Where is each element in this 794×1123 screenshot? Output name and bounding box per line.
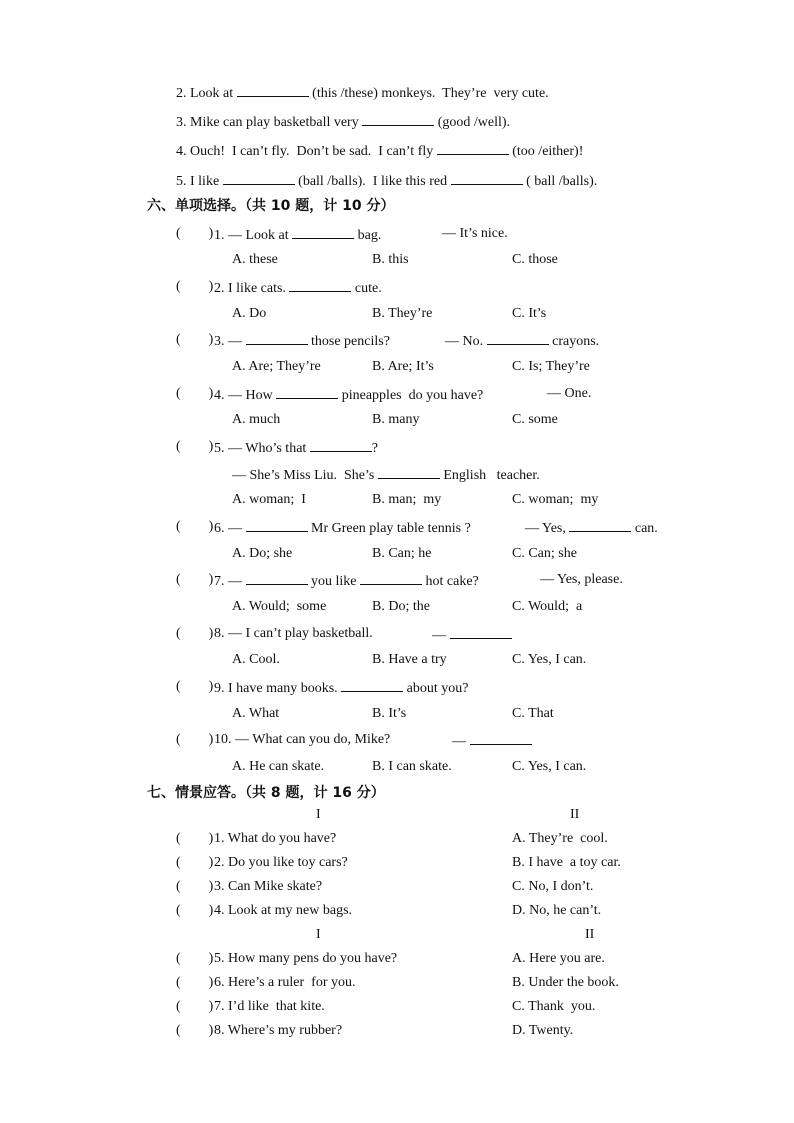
answer-blank[interactable]: [362, 112, 434, 126]
answer-blank: [470, 731, 532, 745]
answer-blank: [487, 331, 549, 345]
option-c: C. some: [512, 412, 558, 427]
fill-question-2: [176, 83, 549, 103]
option-c: C. Can; she: [512, 546, 577, 561]
answer-bracket[interactable]: ( ): [176, 626, 214, 641]
answer-blank[interactable]: [237, 83, 309, 97]
answer-bracket[interactable]: ( ): [176, 439, 214, 454]
option-c: C. Would; a: [512, 599, 583, 614]
match-answer-b: B. Under the book.: [512, 975, 619, 990]
answer-bracket[interactable]: ( ): [176, 226, 214, 241]
match-answer-c: C. No, I don’t.: [512, 879, 594, 894]
answer-bracket[interactable]: ( ): [176, 679, 214, 694]
question-text: 6. —: [214, 521, 246, 536]
match-answer-d: D. No, he can’t.: [512, 903, 602, 918]
answer-blank: [246, 331, 308, 345]
answer-bracket[interactable]: ( ): [176, 732, 214, 747]
mc-question-4: [214, 385, 483, 405]
question-text: hot cake?: [422, 574, 479, 589]
match-question-4: 4. Look at my new bags.: [214, 903, 353, 918]
question-text: (ball /balls). I like this red: [294, 174, 451, 189]
question-text: 7. —: [214, 574, 246, 589]
response-text: [525, 518, 658, 538]
option-b: B. this: [372, 252, 409, 267]
option-b: B. Have a try: [372, 652, 447, 667]
match-question-5: 5. How many pens do you have?: [214, 951, 398, 966]
question-text: crayons.: [548, 334, 600, 349]
match-question-2: 2. Do you like toy cars?: [214, 855, 348, 870]
answer-bracket[interactable]: ( ): [176, 903, 214, 918]
question-text: those pencils?: [307, 334, 390, 349]
answer-blank: [289, 278, 351, 292]
answer-bracket[interactable]: ( ): [176, 975, 214, 990]
question-text: (too /either)!: [508, 144, 584, 159]
mc-question-7: [214, 571, 479, 591]
question-text: 3. —: [214, 334, 246, 349]
column-header-ii: II: [585, 927, 595, 942]
question-text: English teacher.: [439, 468, 540, 483]
answer-bracket[interactable]: ( ): [176, 386, 214, 401]
question-text: —: [452, 734, 470, 749]
question-text: 2. I like cats.: [214, 281, 290, 296]
question-text: — She’s Miss Liu. She’s: [232, 468, 378, 483]
match-answer-c: C. Thank you.: [512, 999, 596, 1014]
option-a: A. woman; I: [232, 492, 306, 507]
question-text: 4. Ouch! I can’t fly. Don’t be sad. I can’t fly: [176, 144, 437, 159]
question-text: 2. Look at: [176, 86, 237, 101]
answer-bracket[interactable]: ( ): [176, 999, 214, 1014]
answer-bracket[interactable]: ( ): [176, 831, 214, 846]
mc-question-1: [214, 225, 381, 245]
answer-bracket[interactable]: ( ): [176, 332, 214, 347]
response-text: — Yes, please.: [540, 572, 623, 587]
option-a: A. He can skate.: [232, 759, 325, 774]
match-question-6: 6. Here’s a ruler for you.: [214, 975, 356, 990]
match-answer-d: D. Twenty.: [512, 1023, 574, 1038]
mc-question-5-line2: [232, 465, 540, 485]
option-a: A. Do: [232, 306, 267, 321]
answer-blank: [246, 571, 308, 585]
question-text: pineapples do you have?: [338, 388, 484, 403]
fill-question-3: [176, 112, 510, 132]
option-b: B. They’re: [372, 306, 433, 321]
answer-blank: [450, 625, 512, 639]
option-c: C. Is; They’re: [512, 359, 590, 374]
option-c: C. It’s: [512, 306, 547, 321]
option-c: C. woman; my: [512, 492, 599, 507]
option-a: A. Do; she: [232, 546, 293, 561]
question-text: bag.: [354, 228, 382, 243]
mc-question-8: 8. — I can’t play basketball.: [214, 626, 373, 641]
section-heading-7: 七、情景应答。（共 8 题，计 16 分）: [147, 785, 385, 801]
option-c: C. Yes, I can.: [512, 652, 587, 667]
option-a: A. these: [232, 252, 278, 267]
answer-bracket[interactable]: ( ): [176, 279, 214, 294]
match-question-3: 3. Can Mike skate?: [214, 879, 323, 894]
question-text: 4. — How: [214, 388, 277, 403]
match-answer-b: B. I have a toy car.: [512, 855, 621, 870]
question-text: about you?: [403, 681, 469, 696]
question-text: 9. I have many books.: [214, 681, 342, 696]
answer-bracket[interactable]: ( ): [176, 572, 214, 587]
question-text: cute.: [351, 281, 382, 296]
option-a: A. Cool.: [232, 652, 280, 667]
answer-bracket[interactable]: ( ): [176, 1023, 214, 1038]
section-heading-6: 六、单项选择。（共 10 题，计 10 分）: [147, 198, 395, 214]
fill-question-4: [176, 141, 583, 161]
match-question-7: 7. I’d like that kite.: [214, 999, 325, 1014]
question-text: (good /well).: [434, 115, 511, 130]
question-text: 5. I like: [176, 174, 223, 189]
column-header-i: I: [316, 807, 321, 822]
match-question-1: 1. What do you have?: [214, 831, 337, 846]
match-answer-a: A. Here you are.: [512, 951, 605, 966]
response-text: — One.: [547, 386, 592, 401]
option-c: C. those: [512, 252, 558, 267]
response-text: [432, 625, 512, 645]
response-text: — It’s nice.: [442, 226, 508, 241]
answer-blank: [360, 571, 422, 585]
option-b: B. man; my: [372, 492, 442, 507]
question-text: 1. — Look at: [214, 228, 293, 243]
match-answer-a: A. They’re cool.: [512, 831, 608, 846]
option-a: A. much: [232, 412, 281, 427]
answer-blank[interactable]: [451, 171, 523, 185]
question-text: 5. — Who’s that: [214, 441, 310, 456]
answer-blank: [341, 678, 403, 692]
column-header-ii: II: [570, 807, 580, 822]
mc-question-3: [214, 331, 390, 351]
option-b: B. many: [372, 412, 420, 427]
answer-blank: [378, 465, 440, 479]
question-text: —: [432, 628, 450, 643]
mc-question-6: [214, 518, 471, 538]
response-text: [445, 331, 599, 351]
fill-question-5: [176, 171, 597, 191]
answer-bracket[interactable]: ( ): [176, 951, 214, 966]
question-text: (this /these) monkeys. They’re very cute.: [308, 86, 549, 101]
question-text: ( ball /balls).: [522, 174, 598, 189]
mc-question-5: [214, 438, 378, 458]
column-header-i: I: [316, 927, 321, 942]
mc-question-9: [214, 678, 468, 698]
match-question-8: 8. Where’s my rubber?: [214, 1023, 343, 1038]
question-text: 3. Mike can play basketball very: [176, 115, 363, 130]
option-c: C. Yes, I can.: [512, 759, 587, 774]
option-b: B. Do; the: [372, 599, 430, 614]
option-b: B. I can skate.: [372, 759, 452, 774]
answer-bracket[interactable]: ( ): [176, 519, 214, 534]
option-b: B. It’s: [372, 706, 407, 721]
answer-blank: [276, 385, 338, 399]
mc-question-10: 10. — What can you do, Mike?: [214, 732, 391, 747]
answer-blank[interactable]: [223, 171, 295, 185]
question-text: ?: [371, 441, 379, 456]
question-text: Mr Green play table tennis ?: [307, 521, 471, 536]
answer-blank: [310, 438, 372, 452]
option-b: B. Can; he: [372, 546, 432, 561]
option-a: A. What: [232, 706, 280, 721]
question-text: you like: [307, 574, 360, 589]
question-text: can.: [631, 521, 658, 536]
answer-bracket[interactable]: ( ): [176, 855, 214, 870]
option-a: A. Would; some: [232, 599, 327, 614]
option-c: C. That: [512, 706, 554, 721]
mc-question-2: [214, 278, 382, 298]
answer-blank[interactable]: [437, 141, 509, 155]
question-text: — Yes,: [525, 521, 570, 536]
option-b: B. Are; It’s: [372, 359, 434, 374]
option-a: A. Are; They’re: [232, 359, 321, 374]
question-text: — No.: [445, 334, 487, 349]
answer-blank: [569, 518, 631, 532]
answer-blank: [292, 225, 354, 239]
answer-blank: [246, 518, 308, 532]
answer-bracket[interactable]: ( ): [176, 879, 214, 894]
response-text: [452, 731, 532, 751]
